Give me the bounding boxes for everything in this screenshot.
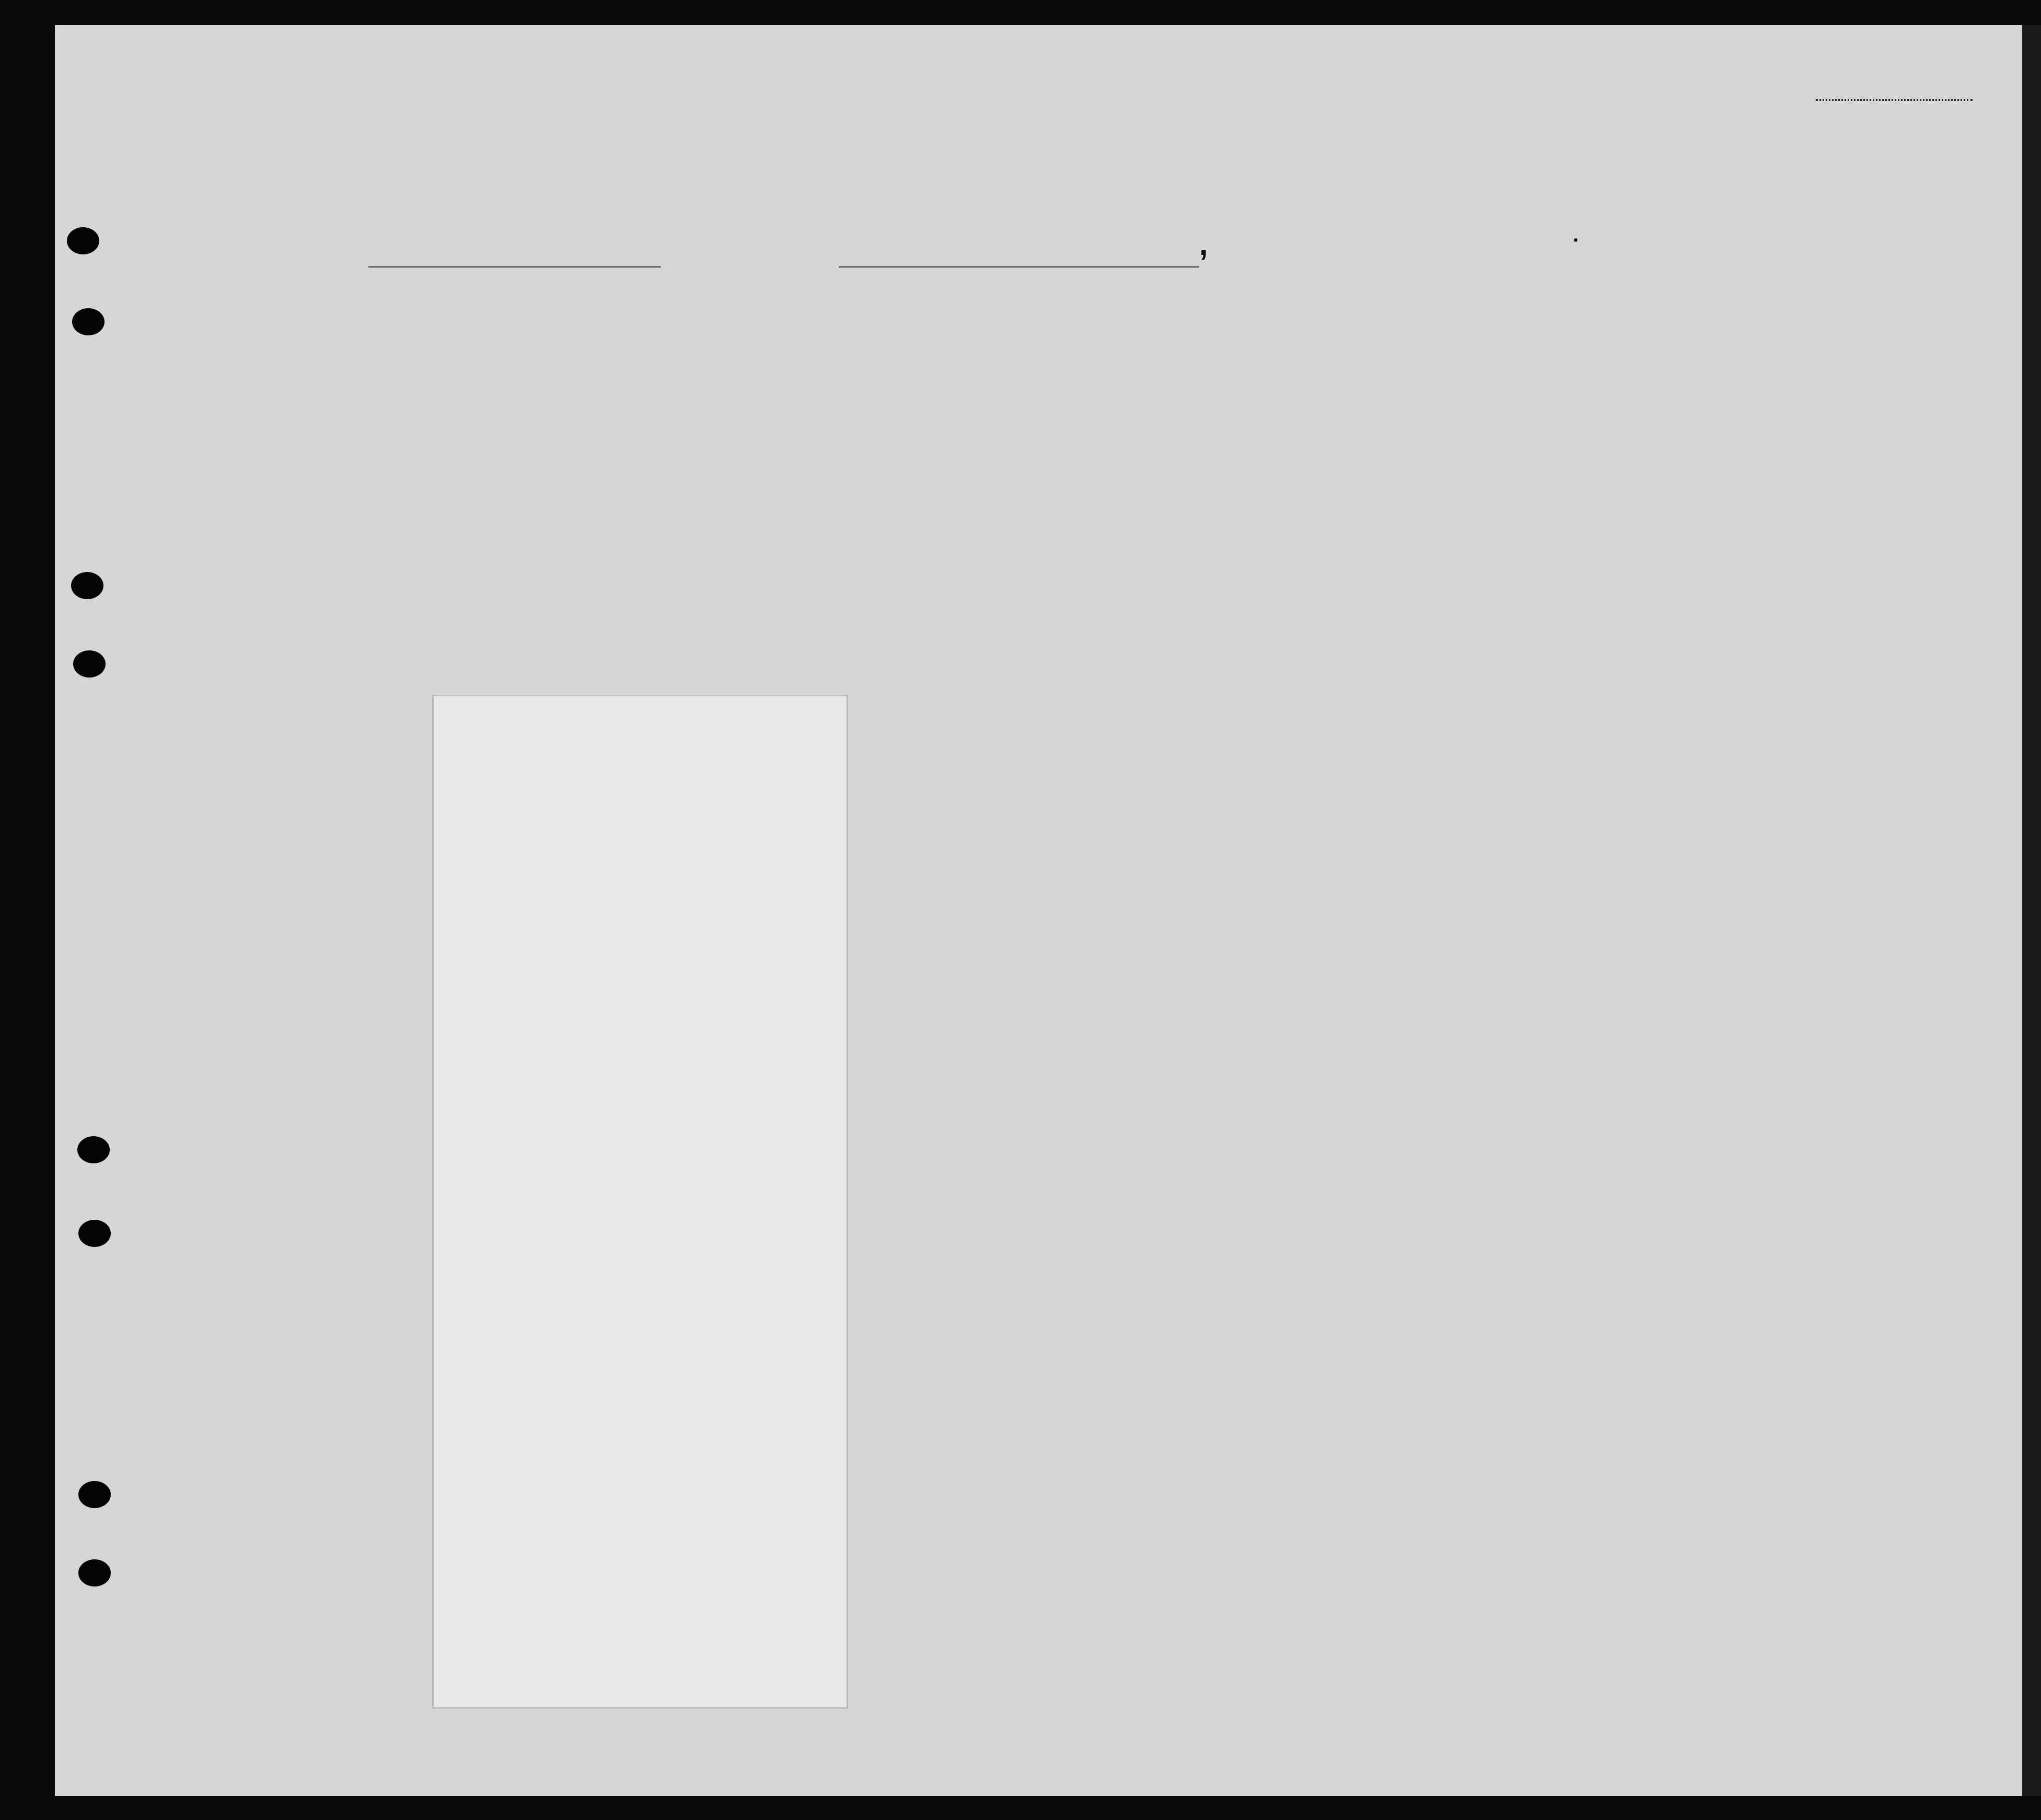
extract-section15-text	[465, 1110, 789, 1316]
header-excluded	[1556, 318, 1574, 456]
header-arrested	[1580, 318, 1598, 456]
header-overthrow	[1455, 318, 1505, 456]
binder-hole	[72, 308, 105, 335]
header-ticket	[640, 318, 661, 453]
header-purpose-b	[1296, 354, 1322, 456]
extract-1917-text	[465, 793, 789, 1093]
table-grid	[55, 25, 2022, 1796]
binder-hole	[77, 1136, 110, 1163]
manifest-sheet	[55, 25, 2022, 1796]
binder-hole	[78, 1559, 111, 1586]
binder-hole	[73, 650, 106, 678]
binder-hole	[78, 1481, 111, 1508]
header-purpose-c	[1330, 354, 1356, 456]
header-offer	[1507, 318, 1541, 456]
regulations-insert	[434, 696, 846, 1707]
binder-hole	[71, 572, 103, 599]
header-feet	[1729, 412, 1742, 453]
date-comma: ,	[1199, 227, 1208, 262]
header-money	[773, 318, 802, 459]
separator-dot: ·	[1573, 229, 1580, 252]
header-inches	[1752, 412, 1765, 453]
extract-1924-text	[465, 1489, 789, 1651]
extract-footnote	[470, 1655, 794, 1686]
binder-hole	[67, 227, 99, 254]
header-prison	[1364, 318, 1394, 456]
binder-hole	[78, 1220, 111, 1247]
header-anarchist	[1432, 328, 1447, 448]
header-purpose-a	[1245, 354, 1277, 456]
extract-1920-text	[465, 1335, 789, 1471]
header-polygamist	[1404, 328, 1420, 448]
